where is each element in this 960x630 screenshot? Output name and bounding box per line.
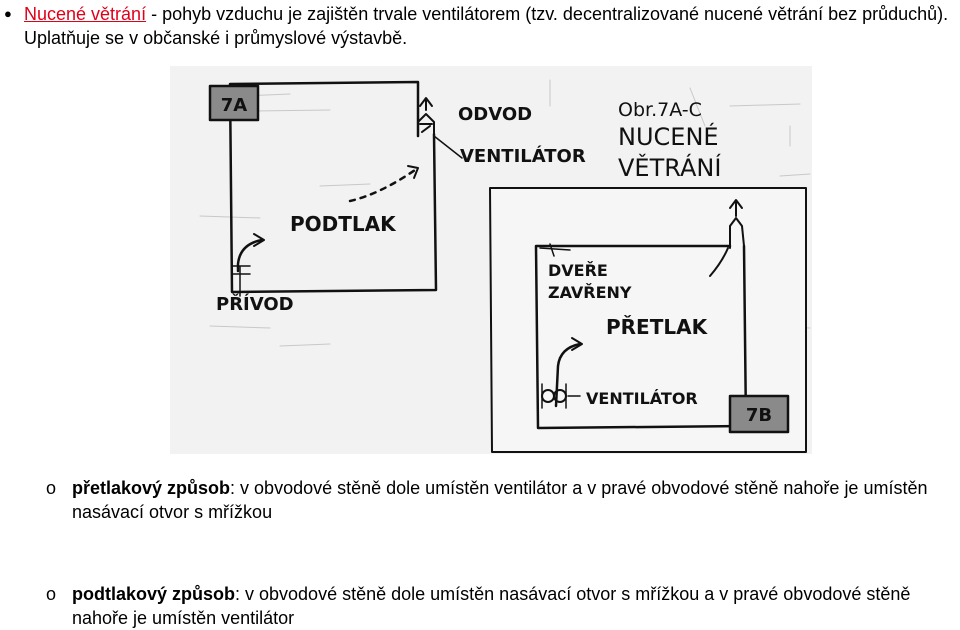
label-odvod: ODVOD [458, 104, 533, 125]
intro-text [24, 2, 954, 50]
label-ventilator-a: VENTILÁTOR [460, 146, 586, 167]
list-item-text [72, 582, 960, 630]
intro-rest-text: - pohyb vzduchu je zajištěn trvale ventilátorem (tzv. decentralizované nucené větrání bez průduchů). Uplatňuje se v občanské i průmyslové výstavbě. [24, 4, 949, 48]
list-item-title: přetlakový způsob [72, 478, 231, 498]
list-item-body: : v obvodové stěně dole umístěn nasávací otvor s mřížkou a v pravé obvodové stěně nahoře je umístěn ventilátor [72, 584, 911, 628]
list-item-text [72, 476, 960, 524]
label-pretlak: PŘETLAK [606, 315, 708, 339]
circle-bullet-icon: o [46, 584, 57, 604]
circle-bullet-icon: o [46, 478, 57, 498]
tag-7a-text: 7A [220, 95, 248, 116]
label-privod: PŘÍVOD [216, 294, 294, 315]
label-dvere-2: ZAVŘENY [548, 283, 632, 302]
list-item-body: : v obvodové stěně dole umístěn ventilátor a v pravé obvodové stěně nahoře je umístěn nasávací otvor s mřížkou [72, 478, 928, 522]
label-dvere-1: DVEŘE [548, 261, 608, 280]
caption-line2: NUCENÉ [618, 123, 719, 151]
ventilation-figure [170, 66, 812, 454]
label-ventilator-b: VENTILÁTOR [586, 389, 698, 408]
caption-line1: Obr.7A-C [618, 99, 702, 121]
list-item-title: podtlakový způsob [72, 584, 236, 604]
bullet-icon: ● [4, 6, 12, 21]
tag-7b-text: 7B [745, 405, 773, 426]
caption-line3: VĚTRÁNÍ [618, 154, 722, 182]
nucene-vetrani-link[interactable]: Nucené větrání [24, 4, 147, 24]
ventilation-diagram [170, 66, 812, 454]
label-podtlak: PODTLAK [290, 212, 396, 236]
